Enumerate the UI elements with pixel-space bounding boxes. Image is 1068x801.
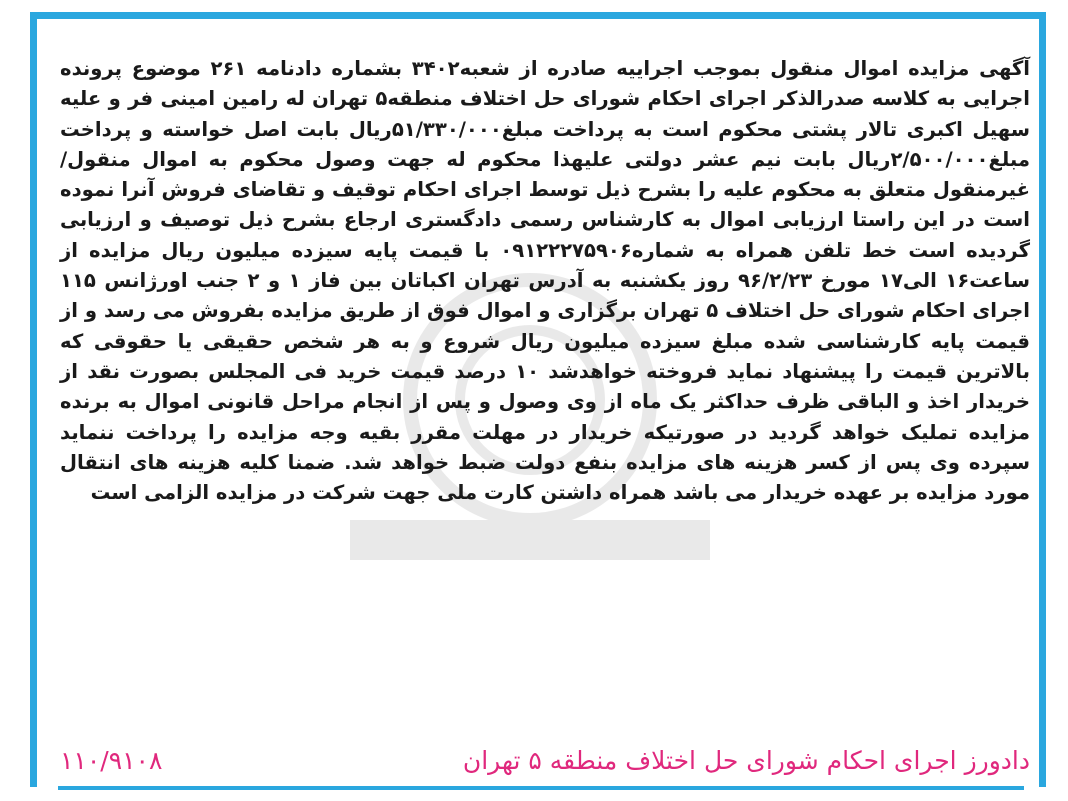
issuer-signature: دادورز اجرای احکام شورای حل اختلاف منطقه ۵ تهران xyxy=(462,745,1030,775)
notice-footer xyxy=(60,740,1030,780)
bottom-rule xyxy=(58,786,1024,790)
notice-code: ۱۱۰/۹۱۰۸ xyxy=(60,745,163,775)
notice-body: آگهی مزایده اموال منقول بموجب اجراییه صادره از شعبه۳۴۰۲ بشماره دادنامه ۲۶۱ موضوع پرونده اجرایی به کلاسه صدرالذکر اجرای احکام شورای حل اختلاف منطقه۵ تهران له رامین امینی فر و علیه سهیل اکبری تالار پشتی محکوم است به پرداخت مبلغ۵۱/۳۳۰/۰۰۰ریال بابت اصل خواسته و پرداخت مبلغ۲/۵۰۰/۰۰۰ریال بابت نیم عشر دولتی علیهذا محکوم له جهت وصول محکوم به اموال منقول/غیرمنقول متعلق به محکوم علیه را بشرح ذیل توسط اجرای احکام توقیف و تقاضای فروش آنرا نموده است در این راستا ارزیابی اموال به کارشناس رسمی دادگستری ارجاع بشرح ذیل توصیف و ارزیابی گردیده است خط تلفن همراه به شماره۰۹۱۲۲۲۷۵۹۰۶ با قیمت پایه سیزده میلیون ریال مزایده از ساعت۱۶ الی۱۷ مورخ ۹۶/۲/۲۳ روز یکشنبه به آدرس تهران اکباتان بین فاز ۱ و ۲ جنب اورژانس ۱۱۵ اجرای احکام شورای حل اختلاف ۵ تهران برگزاری و اموال فوق از طریق مزایده بفروش می رسد و از قیمت پایه کارشناسی شده مبلغ سیزده میلیون ریال شروع و به هر شخص حقیقی یا حقوقی که بالاترین قیمت را پیشنهاد نماید فروخته خواهدشد ۱۰ درصد قیمت خرید فی المجلس بصورت نقد از خریدار اخذ و الباقی ظرف حداکثر یک ماه از وی وصول و پس از انجام مراحل قانونی اموال به برنده مزایده تملیک خواهد گردید در صورتیکه خریدار در مهلت مقرر بقیه وجه مزایده را پرداخت ننماید سپرده وی پس از کسر هزینه های مزایده بنفع دولت ضبط خواهد شد. ضمنا کلیه هزینه های انتقال مورد مزایده بر عهده خریدار می باشد همراه داشتن کارت ملی جهت شرکت در مزایده الزامی است xyxy=(60,57,1031,505)
